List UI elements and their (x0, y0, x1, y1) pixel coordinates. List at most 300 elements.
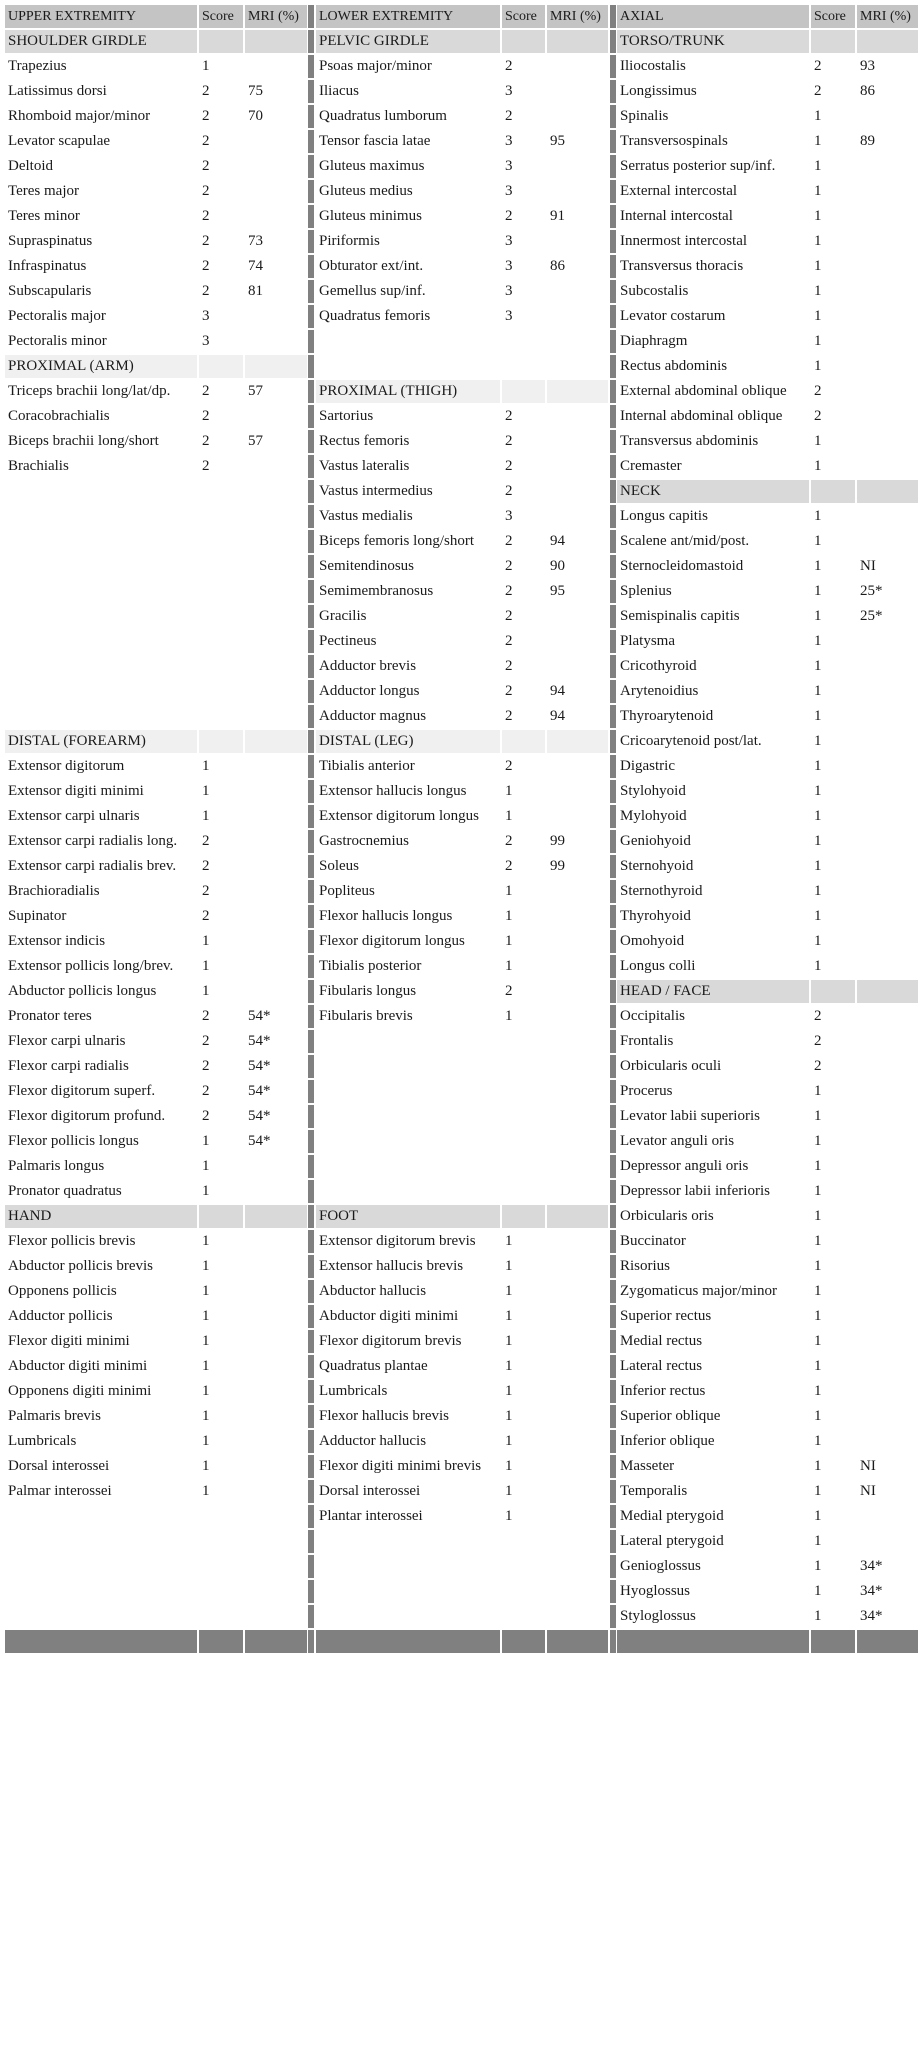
section-header-blank (502, 30, 545, 53)
muscle-name: Platysma (620, 633, 675, 649)
muscle-name: Flexor digitorum superf. (8, 1083, 156, 1099)
muscle-name: Medial pterygoid (620, 1508, 724, 1524)
muscle-score: 2 (202, 1108, 210, 1124)
muscle-score: 2 (202, 458, 210, 474)
muscle-score: 2 (202, 258, 210, 274)
muscle-score: 1 (505, 908, 513, 924)
table-footer-cell (245, 1630, 307, 1653)
table-footer-cell (5, 1630, 197, 1653)
muscle-mri: 34* (860, 1608, 883, 1624)
column-divider (610, 5, 616, 28)
muscle-score: 1 (814, 1133, 822, 1149)
column-divider (610, 555, 616, 578)
muscle-score: 1 (814, 808, 822, 824)
column-divider (610, 930, 616, 953)
muscle-score: 1 (814, 758, 822, 774)
muscle-name: Longissimus (620, 83, 697, 99)
muscle-name: Vastus lateralis (319, 458, 410, 474)
column-divider (610, 1405, 616, 1428)
muscle-name: Pronator quadratus (8, 1183, 122, 1199)
muscle-name: Deltoid (8, 158, 53, 174)
column-divider (610, 30, 616, 53)
column-divider (610, 1430, 616, 1453)
column-header-region: UPPER EXTREMITY (5, 5, 197, 28)
column-divider (308, 1505, 314, 1528)
muscle-score: 1 (814, 708, 822, 724)
muscle-name: Fibularis longus (319, 983, 417, 999)
muscle-name: Gluteus maximus (319, 158, 425, 174)
muscle-name: Iliacus (319, 83, 359, 99)
column-divider (610, 980, 616, 1003)
muscle-score: 1 (814, 908, 822, 924)
column-divider (308, 880, 314, 903)
muscle-score: 1 (814, 783, 822, 799)
muscle-score: 2 (202, 433, 210, 449)
muscle-name: Depressor labii inferioris (620, 1183, 770, 1199)
muscle-name: Mylohyoid (620, 808, 687, 824)
muscle-score: 1 (814, 1508, 822, 1524)
muscle-mri: 94 (550, 683, 565, 699)
column-divider (308, 805, 314, 828)
muscle-name: Pectineus (319, 633, 377, 649)
muscle-score: 1 (814, 1258, 822, 1274)
muscle-name: External intercostal (620, 183, 738, 199)
column-divider (308, 1180, 314, 1203)
muscle-mri: 86 (860, 83, 875, 99)
muscle-mri: 70 (248, 108, 263, 124)
muscle-score: 1 (202, 1258, 210, 1274)
muscle-name: Adductor hallucis (319, 1433, 427, 1449)
muscle-name: Sartorius (319, 408, 374, 424)
muscle-score: 2 (814, 58, 822, 74)
muscle-name: Semitendinosus (319, 558, 415, 574)
muscle-name: Rhomboid major/minor (8, 108, 151, 124)
section-header-blank (811, 480, 855, 503)
muscle-name: Sternocleidomastoid (620, 558, 744, 574)
column-divider (610, 230, 616, 253)
column-divider (610, 805, 616, 828)
muscle-name: Arytenoidius (620, 683, 699, 699)
section-header-blank (245, 355, 307, 378)
muscle-name: Innermost intercostal (620, 233, 748, 249)
muscle-score: 1 (202, 1283, 210, 1299)
section-header-blank (502, 730, 545, 753)
column-divider (610, 955, 616, 978)
muscle-score: 1 (814, 1433, 822, 1449)
muscle-score: 2 (202, 233, 210, 249)
section-header-blank (199, 1205, 243, 1228)
table-footer-cell (547, 1630, 608, 1653)
muscle-score: 1 (814, 533, 822, 549)
muscle-score: 2 (202, 883, 210, 899)
muscle-name: Abductor pollicis brevis (8, 1258, 153, 1274)
muscle-name: Gluteus medius (319, 183, 413, 199)
muscle-score: 1 (505, 1433, 513, 1449)
muscle-name: Gastrocnemius (319, 833, 409, 849)
column-divider (610, 380, 616, 403)
muscle-score: 2 (814, 1033, 822, 1049)
muscle-name: Tensor fascia latae (319, 133, 431, 149)
column-divider (610, 530, 616, 553)
muscle-name: Extensor digitorum brevis (319, 1233, 476, 1249)
muscle-score: 1 (505, 808, 513, 824)
muscle-mri: 93 (860, 58, 875, 74)
muscle-score: 1 (505, 1483, 513, 1499)
column-divider (610, 480, 616, 503)
muscle-mri: 81 (248, 283, 263, 299)
muscle-score: 1 (505, 883, 513, 899)
column-divider (308, 255, 314, 278)
section-header-blank (199, 30, 243, 53)
column-divider (610, 505, 616, 528)
muscle-score: 1 (202, 1158, 210, 1174)
muscle-name: Triceps brachii long/lat/dp. (8, 383, 171, 399)
muscle-score: 1 (814, 1483, 822, 1499)
muscle-score: 1 (505, 1308, 513, 1324)
muscle-mri: 99 (550, 833, 565, 849)
muscle-name: Thyrohyoid (620, 908, 691, 924)
muscle-name: Internal abdominal oblique (620, 408, 783, 424)
muscle-name: Splenius (620, 583, 672, 599)
column-divider (308, 1405, 314, 1428)
column-divider (308, 480, 314, 503)
muscle-name: Cremaster (620, 458, 682, 474)
column-divider (308, 505, 314, 528)
muscle-name: Levator costarum (620, 308, 726, 324)
column-divider (308, 730, 314, 753)
column-divider (610, 105, 616, 128)
muscle-score: 1 (814, 433, 822, 449)
muscle-name: Palmaris longus (8, 1158, 105, 1174)
muscle-mri: 95 (550, 583, 565, 599)
muscle-name: Flexor pollicis longus (8, 1133, 139, 1149)
muscle-name: Dorsal interossei (8, 1458, 110, 1474)
muscle-name: Transversus abdominis (620, 433, 759, 449)
muscle-name: Temporalis (620, 1483, 688, 1499)
muscle-name: Gracilis (319, 608, 367, 624)
column-divider (610, 280, 616, 303)
section-header-blank (811, 30, 855, 53)
subsection-header: PROXIMAL (THIGH) (316, 380, 500, 403)
muscle-score: 3 (505, 258, 513, 274)
muscle-name: Internal intercostal (620, 208, 733, 224)
muscle-name: Trapezius (8, 58, 67, 74)
column-divider (610, 830, 616, 853)
muscle-score: 3 (505, 308, 513, 324)
muscle-score: 1 (814, 1408, 822, 1424)
column-divider (308, 605, 314, 628)
subsection-header: PROXIMAL (ARM) (5, 355, 197, 378)
column-divider (308, 205, 314, 228)
muscle-score: 2 (505, 758, 513, 774)
column-divider (610, 1080, 616, 1103)
muscle-score: 2 (505, 658, 513, 674)
muscle-name: Superior rectus (620, 1308, 712, 1324)
muscle-score: 1 (814, 1108, 822, 1124)
muscle-name: Adductor magnus (319, 708, 427, 724)
column-divider (610, 355, 616, 378)
muscle-name: Flexor digiti minimi brevis (319, 1458, 482, 1474)
muscle-mri: 91 (550, 208, 565, 224)
muscle-score: 1 (814, 1458, 822, 1474)
section-header-blank (199, 730, 243, 753)
column-divider (610, 755, 616, 778)
muscle-name: Diaphragm (620, 333, 688, 349)
muscle-mri: 94 (550, 533, 565, 549)
muscle-score: 1 (814, 883, 822, 899)
section-header-blank (857, 480, 918, 503)
muscle-score: 2 (505, 208, 513, 224)
table-footer-cell (199, 1630, 243, 1653)
column-divider (610, 855, 616, 878)
muscle-name: Orbicularis oculi (620, 1058, 722, 1074)
column-divider (308, 1005, 314, 1028)
column-divider (308, 355, 314, 378)
muscle-name: Transversus thoracis (620, 258, 744, 274)
muscle-score: 2 (202, 283, 210, 299)
muscle-score: 2 (814, 408, 822, 424)
column-divider (308, 980, 314, 1003)
section-header-blank (502, 380, 545, 403)
column-header-mri: MRI (%) (857, 5, 918, 28)
column-divider (308, 655, 314, 678)
muscle-name: Sternohyoid (620, 858, 694, 874)
muscle-name: Abductor digiti minimi (319, 1308, 459, 1324)
muscle-name: Adductor pollicis (8, 1308, 113, 1324)
muscle-name: Teres minor (8, 208, 80, 224)
muscle-score: 2 (202, 83, 210, 99)
muscle-name: Opponens digiti minimi (8, 1383, 152, 1399)
muscle-name: Fibularis brevis (319, 1008, 413, 1024)
column-divider (610, 1330, 616, 1353)
section-header-blank (199, 355, 243, 378)
muscle-score: 2 (814, 83, 822, 99)
column-divider (610, 455, 616, 478)
column-divider (308, 1030, 314, 1053)
section-header: TORSO/TRUNK (617, 30, 809, 53)
muscle-score: 1 (814, 933, 822, 949)
column-divider (610, 905, 616, 928)
muscle-score: 1 (505, 1408, 513, 1424)
section-header: PELVIC GIRDLE (316, 30, 500, 53)
table-footer-cell (857, 1630, 918, 1653)
muscle-score: 2 (202, 858, 210, 874)
muscle-score: 1 (814, 558, 822, 574)
column-divider (610, 80, 616, 103)
muscle-name: Infraspinatus (8, 258, 87, 274)
muscle-mri: 75 (248, 83, 263, 99)
muscle-score: 1 (202, 1308, 210, 1324)
muscle-name: Supinator (8, 908, 67, 924)
muscle-score: 1 (814, 958, 822, 974)
column-divider (308, 1455, 314, 1478)
muscle-name: Biceps brachii long/short (8, 433, 159, 449)
column-divider (610, 1355, 616, 1378)
column-divider (308, 930, 314, 953)
column-divider (308, 180, 314, 203)
muscle-score: 1 (814, 608, 822, 624)
muscle-name: Dorsal interossei (319, 1483, 421, 1499)
muscle-mri: 74 (248, 258, 263, 274)
muscle-score: 1 (505, 958, 513, 974)
muscle-mri: 54* (248, 1008, 271, 1024)
muscle-name: Transversospinals (620, 133, 728, 149)
column-divider (610, 680, 616, 703)
muscle-name: Buccinator (620, 1233, 686, 1249)
muscle-score: 2 (505, 633, 513, 649)
muscle-score: 2 (202, 158, 210, 174)
muscle-name: Hyoglossus (620, 1583, 691, 1599)
column-header-score: Score (811, 5, 855, 28)
muscle-score: 1 (202, 958, 210, 974)
muscle-score: 2 (505, 408, 513, 424)
muscle-mri: 57 (248, 433, 263, 449)
column-divider (308, 130, 314, 153)
muscle-score: 1 (814, 1558, 822, 1574)
muscle-score: 2 (505, 483, 513, 499)
muscle-score: 1 (814, 1308, 822, 1324)
muscle-score: 1 (814, 1533, 822, 1549)
column-divider (610, 130, 616, 153)
column-divider (610, 1505, 616, 1528)
column-divider (610, 305, 616, 328)
muscle-name: Omohyoid (620, 933, 685, 949)
column-divider (308, 755, 314, 778)
muscle-score: 1 (505, 1458, 513, 1474)
muscle-name: Abductor hallucis (319, 1283, 427, 1299)
muscle-score: 2 (814, 1058, 822, 1074)
muscle-name: Extensor carpi radialis long. (8, 833, 178, 849)
muscle-score: 1 (814, 1583, 822, 1599)
muscle-name: Levator labii superioris (620, 1108, 760, 1124)
muscle-name: Extensor hallucis longus (319, 783, 467, 799)
muscle-mri: 34* (860, 1583, 883, 1599)
column-divider (610, 780, 616, 803)
muscle-name: Extensor indicis (8, 933, 106, 949)
muscle-name: Vastus intermedius (319, 483, 433, 499)
table-footer-cell (502, 1630, 545, 1653)
section-header: HEAD / FACE (617, 980, 809, 1003)
muscle-name: Sternothyroid (620, 883, 703, 899)
muscle-score: 2 (202, 1033, 210, 1049)
muscle-score: 1 (505, 1233, 513, 1249)
muscle-name: Frontalis (620, 1033, 674, 1049)
muscle-score: 1 (814, 1283, 822, 1299)
muscle-name: Extensor carpi ulnaris (8, 808, 140, 824)
column-divider (308, 530, 314, 553)
muscle-name: Pectoralis major (8, 308, 106, 324)
column-divider (610, 180, 616, 203)
column-divider (610, 1630, 616, 1653)
column-divider (610, 255, 616, 278)
muscle-name: Vastus medialis (319, 508, 413, 524)
muscle-name: Extensor hallucis brevis (319, 1258, 464, 1274)
muscle-score: 1 (202, 1133, 210, 1149)
muscle-name: Soleus (319, 858, 360, 874)
muscle-name: Rectus abdominis (620, 358, 728, 374)
muscle-name: Longus colli (620, 958, 696, 974)
muscle-score: 2 (505, 533, 513, 549)
muscle-score: 2 (202, 208, 210, 224)
column-divider (308, 280, 314, 303)
muscle-score: 2 (814, 1008, 822, 1024)
column-divider (308, 580, 314, 603)
muscle-name: Lumbricals (8, 1433, 77, 1449)
muscle-score: 1 (814, 233, 822, 249)
muscle-mri: 73 (248, 233, 263, 249)
muscle-score: 1 (814, 258, 822, 274)
muscle-score: 1 (202, 1433, 210, 1449)
column-divider (610, 1480, 616, 1503)
muscle-name: Adductor longus (319, 683, 420, 699)
muscle-score: 1 (505, 783, 513, 799)
muscle-mri: 95 (550, 133, 565, 149)
column-divider (610, 1155, 616, 1178)
muscle-name: Flexor digitorum longus (319, 933, 465, 949)
subsection-header: DISTAL (LEG) (316, 730, 500, 753)
muscle-score: 2 (505, 108, 513, 124)
column-divider (308, 1580, 314, 1603)
column-divider (610, 1005, 616, 1028)
muscle-name: Opponens pollicis (8, 1283, 117, 1299)
column-header-mri: MRI (%) (547, 5, 608, 28)
muscle-score: 1 (202, 1383, 210, 1399)
muscle-score: 1 (814, 1083, 822, 1099)
section-header: SHOULDER GIRDLE (5, 30, 197, 53)
muscle-name: Psoas major/minor (319, 58, 432, 74)
column-divider (308, 330, 314, 353)
muscle-score: 1 (202, 983, 210, 999)
muscle-score: 1 (505, 1358, 513, 1374)
muscle-name: Obturator ext/int. (319, 258, 424, 274)
muscle-name: Flexor carpi radialis (8, 1058, 129, 1074)
muscle-mri: 25* (860, 583, 883, 599)
column-divider (308, 305, 314, 328)
section-header: HAND (5, 1205, 197, 1228)
column-divider (308, 1230, 314, 1253)
muscle-mri: 94 (550, 708, 565, 724)
column-divider (308, 1105, 314, 1128)
muscle-name: Procerus (620, 1083, 673, 1099)
column-divider (610, 605, 616, 628)
muscle-score: 1 (505, 933, 513, 949)
muscle-score: 1 (202, 933, 210, 949)
muscle-name: Inferior oblique (620, 1433, 715, 1449)
column-divider (610, 430, 616, 453)
muscle-name: Palmar interossei (8, 1483, 112, 1499)
column-divider (308, 955, 314, 978)
muscle-score: 1 (505, 1283, 513, 1299)
muscle-score: 1 (814, 833, 822, 849)
column-divider (610, 1555, 616, 1578)
muscle-score: 2 (202, 108, 210, 124)
muscle-name: Quadratus lumborum (319, 108, 447, 124)
muscle-score: 1 (814, 333, 822, 349)
muscle-score: 1 (505, 1258, 513, 1274)
muscle-score: 3 (505, 83, 513, 99)
muscle-score: 2 (505, 58, 513, 74)
muscle-score: 2 (202, 1083, 210, 1099)
muscle-name: Lateral rectus (620, 1358, 703, 1374)
muscle-score: 2 (505, 833, 513, 849)
muscle-score: 1 (814, 683, 822, 699)
column-divider (308, 1130, 314, 1153)
muscle-score: 2 (505, 683, 513, 699)
column-divider (308, 830, 314, 853)
muscle-name: Flexor digitorum profund. (8, 1108, 166, 1124)
muscle-name: Brachioradialis (8, 883, 100, 899)
column-divider (308, 1630, 314, 1653)
